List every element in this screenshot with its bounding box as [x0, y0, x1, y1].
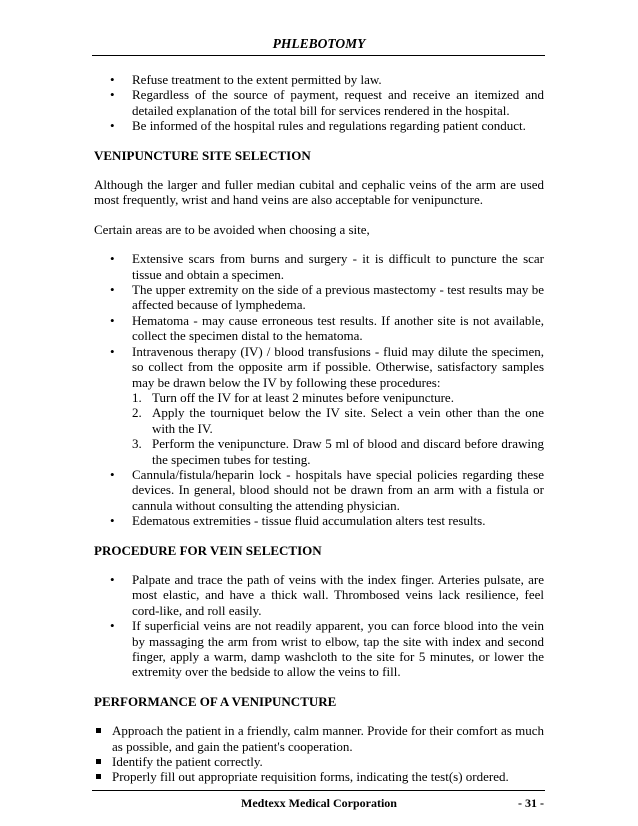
performance-list	[94, 723, 544, 785]
list-item: Approach the patient in a friendly, calm manner. Provide for their comfort as much as possible, and gain the patient's cooperation.	[94, 723, 544, 754]
list-item: • Be informed of the hospital rules and regulations regarding patient conduct.	[110, 118, 526, 134]
vein-selection-list	[94, 572, 544, 680]
list-item: • Palpate and trace the path of veins with the index finger. Arteries pulsate, are most elastic, and have a thick wall. Thrombosed veins lack resilience, feel cord-like, and roll easily.	[110, 571, 544, 618]
bullet-icon: •	[110, 343, 115, 359]
areas-to-avoid-list	[94, 251, 544, 528]
bullet-icon: •	[110, 87, 115, 103]
bullet-icon: •	[110, 312, 115, 328]
iv-procedure-steps	[132, 390, 544, 467]
header-divider	[92, 55, 545, 56]
step-item: 1. Turn off the IV for at least 2 minutes before venipuncture.	[132, 389, 454, 405]
bullet-icon: •	[110, 571, 115, 587]
list-item: • Hematoma - may cause erroneous test results. If another site is not available, collect the specimen distal to the hematoma.	[110, 312, 544, 344]
bullet-icon: •	[110, 72, 115, 87]
list-item: • Intravenous therapy (IV) / blood transfusions - fluid may dilute the specimen, so collect from the opposite arm if possible. Otherwise, satisfactory samples may be drawn below the IV by following these procedures: 1. Turn off the IV for at least 2 minutes before venipuncture. 2. Apply the tourniquet below the IV site. Select a vein other than the one with the IV. 3. Perform the venipuncture. Draw 5 ml of blood and discard before drawing the specimen tubes for testing.	[110, 343, 544, 467]
bullet-icon: •	[110, 618, 115, 634]
square-bullet-icon	[96, 759, 101, 764]
footer-divider	[92, 790, 545, 791]
list-item: Properly fill out appropriate requisition forms, indicating the test(s) ordered.	[94, 769, 544, 784]
site-avoid-intro: Certain areas are to be avoided when choosing a site,	[94, 221, 370, 237]
bullet-icon: •	[110, 466, 115, 482]
bullet-icon: •	[110, 513, 115, 529]
site-selection-intro: Although the larger and fuller median cubital and cephalic veins of the arm are used most frequently, wrist and hand veins are also acceptable for venipuncture.	[94, 177, 544, 208]
page-header-title: PHLEBOTOMY	[272, 36, 366, 51]
section-heading-performance: PERFORMANCE OF A VENIPUNCTURE	[94, 693, 337, 709]
footer-company-name: Medtexx Medical Corporation	[241, 796, 397, 810]
list-item: • Cannula/fistula/heparin lock - hospitals have special policies regarding these devices. In general, blood should not be drawn from an arm with a fistula or cannula without consulting the attending physician.	[110, 466, 544, 513]
list-item: • Regardless of the source of payment, request and receive an itemized and detailed explanation of the total bill for services rendered in the hospital.	[110, 87, 544, 118]
list-item: • Extensive scars from burns and surgery - it is difficult to puncture the scar tissue and obtain a specimen.	[110, 251, 544, 282]
page-body	[94, 72, 544, 785]
list-item: • Refuse treatment to the extent permitted by law.	[110, 72, 382, 87]
bullet-icon: •	[110, 251, 115, 267]
step-item: 3. Perform the venipuncture. Draw 5 ml of blood and discard before drawing the specimen tubes for testing.	[132, 436, 544, 467]
list-item: • The upper extremity on the side of a previous mastectomy - test results may be affected because of lymphedema.	[110, 282, 544, 313]
page-number: - 31 -	[518, 796, 544, 810]
section-heading-vein-selection: PROCEDURE FOR VEIN SELECTION	[94, 542, 322, 558]
patient-rights-list	[94, 72, 544, 134]
list-item: • If superficial veins are not readily apparent, you can force blood into the vein by massaging the arm from wrist to elbow, tap the site with index and second finger, apply a warm, damp washcloth to the site for 5 minutes, or lower the extremity over the bedside to allow the veins to fill.	[110, 618, 544, 680]
bullet-icon: •	[110, 282, 115, 298]
section-heading-site-selection: VENIPUNCTURE SITE SELECTION	[94, 147, 311, 163]
list-item: Identify the patient correctly.	[94, 754, 544, 769]
square-bullet-icon	[96, 774, 101, 779]
step-item: 2. Apply the tourniquet below the IV site. Select a vein other than the one with the IV.	[132, 405, 544, 436]
list-item: • Edematous extremities - tissue fluid accumulation alters test results.	[110, 513, 486, 529]
square-bullet-icon	[96, 728, 101, 733]
bullet-icon: •	[110, 118, 115, 134]
